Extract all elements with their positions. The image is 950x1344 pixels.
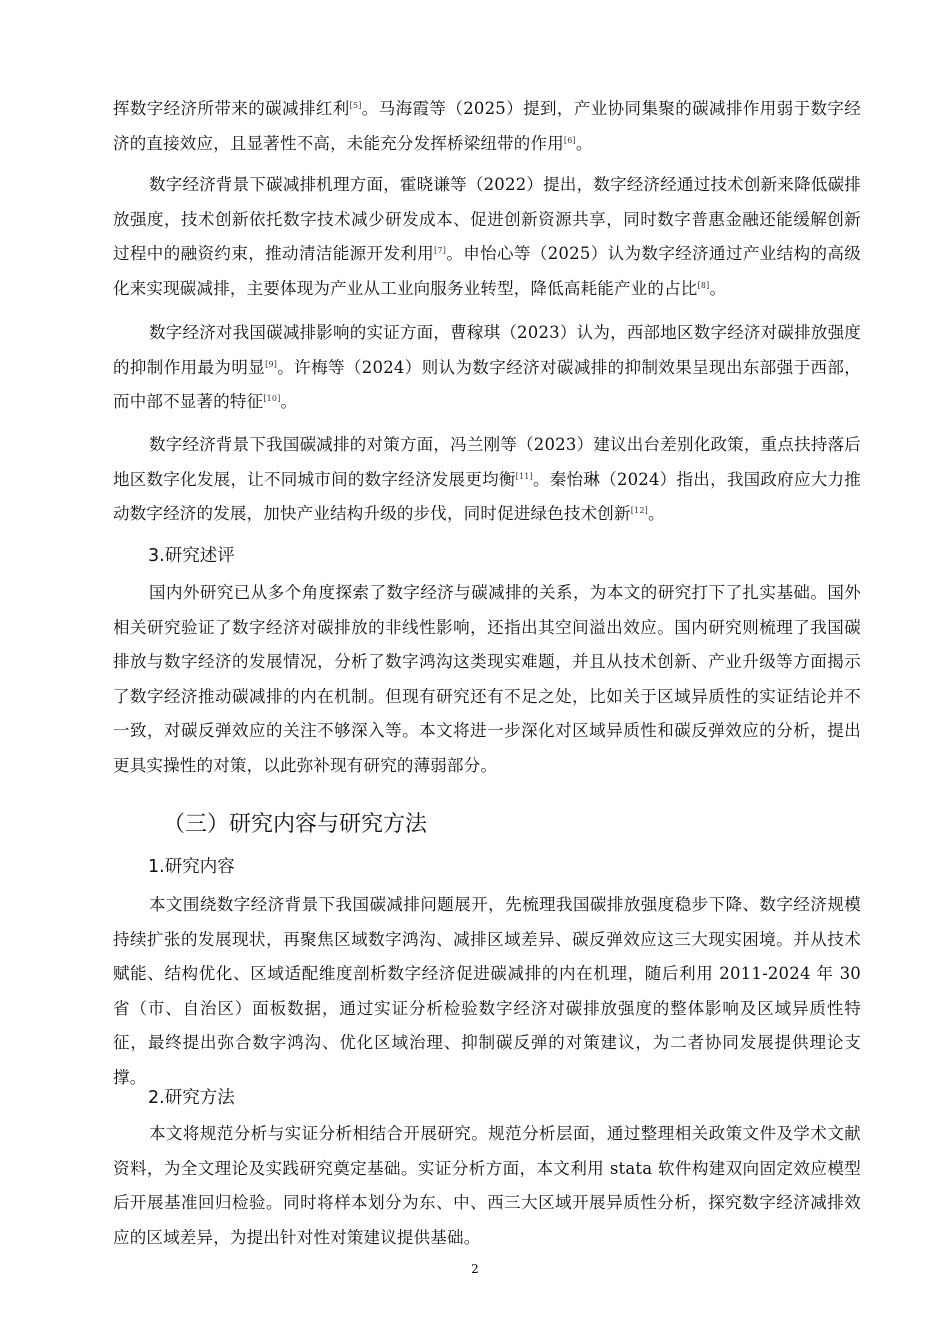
citation-ref: [10]: [263, 394, 281, 404]
paragraph-review: 国内外研究已从多个角度探索了数字经济与碳减排的关系，为本文的研究打下了扎实基础。国外相关研究验证了数字经济对碳排放的非线性影响，还指出其空间溢出效应。国内研究则梳理了我国碳排放与数字经济的发展情况，分析了数字鸿沟这类现实难题，并且从技术创新、产业升级等方面揭示了数字经济推动碳减排的内在机制。但现有研究还有不足之处，比如关于区域异质性的实证结论并不一致，对碳反弹效应的关注不够深入等。本文将进一步深化对区域异质性和碳反弹效应的分析，提出更具实操性的对策，以此弥补现有研究的薄弱部分。: [113, 583, 861, 775]
heading-research-method: 2.研究方法: [148, 1088, 235, 1108]
citation-ref: [8]: [697, 280, 710, 290]
citation-ref: [12]: [630, 506, 648, 516]
paragraph-mechanism: 数字经济背景下碳减排机理方面，霍晓谦等（2022）提出，数字经济经通过技术创新来降低碳排放强度，技术创新依托数字技术减少研发成本、促进创新资源共享，同时数字普惠金融还能缓解创新过程中的融资约束，推动清洁能源开发利用[7]。申怡心等（2025）认为数字经济通过产业结构的高级化来实现碳减排，主要体现为产业从工业向服务业转型，降低高耗能产业的占比[8]。: [113, 175, 861, 298]
heading-review: 3.研究述评: [148, 546, 235, 566]
page-number: 2: [471, 1262, 479, 1276]
heading-research-content: 1.研究内容: [148, 857, 235, 877]
citation-ref: [9]: [265, 359, 278, 369]
citation-ref: [6]: [563, 135, 576, 145]
paragraph-empirical: 数字经济对我国碳减排影响的实证方面，曹稼琪（2023）认为，西部地区数字经济对碳排放强度的抑制作用最为明显[9]。许梅等（2024）则认为数字经济对碳减排的抑制效果呈现出东部强于西部，而中部不显著的特征[10]。: [113, 323, 861, 412]
citation-ref: [7]: [434, 246, 447, 256]
paragraph-research-method: 本文将规范分析与实证分析相结合开展研究。规范分析层面，通过整理相关政策文件及学术文献资料，为全文理论及实践研究奠定基础。实证分析方面，本文利用 stata 软件构建双向固定效应模型后开展基准回归检验。同时将样本划分为东、中、西三大区域开展异质性分析，探究数字经济减排效应的区域差异，为提出针对性对策建议提供基础。: [113, 1124, 861, 1247]
paragraph-countermeasure: 数字经济背景下我国碳减排的对策方面，冯兰刚等（2023）建议出台差别化政策，重点扶持落后地区数字化发展，让不同城市间的数字经济发展更均衡[11]。秦怡琳（2024）指出，我国政府应大力推动数字经济的发展，加快产业结构升级的步伐，同时促进绿色技术创新[12]。: [113, 435, 861, 524]
citation-ref: [11]: [515, 471, 533, 481]
paragraph-literature-domestic-end: 挥数字经济所带来的碳减排红利[5]。马海霞等（2025）提到，产业协同集聚的碳减排作用弱于数字经济的直接效应，且显著性不高，未能充分发挥桥梁纽带的作用[6]。: [113, 99, 861, 153]
heading-section-3: （三）研究内容与研究方法: [163, 812, 428, 837]
citation-ref: [5]: [349, 101, 362, 110]
paragraph-research-content: 本文围绕数字经济背景下我国碳减排问题展开，先梳理我国碳排放强度稳步下降、数字经济规模持续扩张的发展现状，再聚焦区域数字鸿沟、减排区域差异、碳反弹效应这三大现实困境。并从技术赋能、结构优化、区域适配维度剖析数字经济促进碳减排的内在机理，随后利用 2011-2024 年 30 省（市、自治区）面板数据，通过实证分析检验数字经济对碳排放强度的整体影响及区域异质性特征，最终提出弥合数字鸿沟、优化区域治理、抑制碳反弹的对策建议，为二者协同发展提供理论支撑。: [113, 895, 861, 1087]
